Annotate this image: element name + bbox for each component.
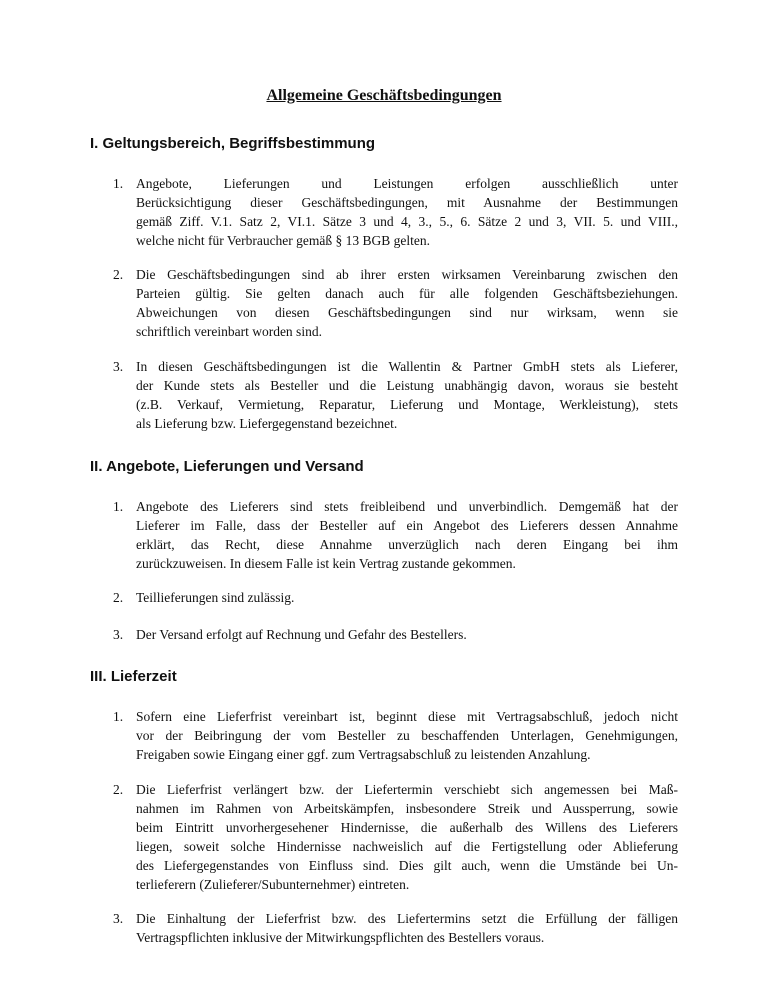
text-line: erklärt, das Recht, diese Annahme unverzüglich nach deren Eingang bei ihm — [136, 537, 678, 552]
item-text — [136, 357, 678, 433]
text-line: gemäß Ziff. V.1. Satz 2, VI.1. Sätze 3 und 4, 3., 5., 6. Sätze 2 und 3, VII. 5. und VIII., — [136, 214, 678, 229]
item-number: 3. — [113, 911, 124, 926]
item-number: 1. — [113, 709, 124, 724]
section-heading-geltungsbereich: I. Geltungsbereich, Begriffsbestimmung — [90, 135, 376, 152]
text-line: Die Einhaltung der Lieferfrist bzw. des Liefertermins setzt die Erfüllung der fälligen — [136, 911, 678, 926]
item-number: 3. — [113, 359, 124, 374]
list-item — [113, 909, 678, 947]
text-line: als Lieferung bzw. Liefergegenstand bezeichnet. — [136, 416, 398, 431]
list-item — [113, 357, 678, 433]
item-number: 1. — [113, 499, 124, 514]
item-text — [136, 707, 678, 764]
text-line: welche nicht für Verbraucher gemäß § 13 BGB gelten. — [136, 233, 431, 248]
text-line: Berücksichtigung dieser Geschäftsbedingungen, mit Ausnahme der Bestimmungen — [136, 195, 678, 210]
item-number: 1. — [113, 176, 124, 191]
text-line: Angebote des Lieferers sind stets freibleibend und unverbindlich. Demgemäß hat der — [136, 499, 678, 514]
text-line: Sofern eine Lieferfrist vereinbart ist, beginnt diese mit Vertragsabschluß, jedoch nicht — [136, 709, 678, 724]
text-line: zurückzuweisen. In diesem Falle ist kein Vertrag zustande gekommen. — [136, 556, 516, 571]
item-number: 2. — [113, 782, 124, 797]
list-item — [113, 174, 678, 250]
list-item — [113, 707, 678, 764]
text-line: Teillieferungen sind zulässig. — [136, 590, 295, 605]
item-text — [136, 909, 678, 947]
section-heading-lieferzeit: III. Lieferzeit — [90, 668, 177, 685]
item-number: 2. — [113, 267, 124, 282]
text-line: Die Geschäftsbedingungen sind ab ihrer ersten wirksamen Vereinbarung zwischen den — [136, 267, 678, 282]
text-line: Die Lieferfrist verlängert bzw. der Liefertermin verschiebt sich angemessen bei Maß- — [136, 782, 678, 797]
text-line: terlieferern (Zulieferer/Subunternehmer) eintreten. — [136, 877, 410, 892]
text-line: (z.B. Verkauf, Vermietung, Reparatur, Lieferung und Montage, Werkleistung), stets — [136, 397, 678, 412]
list-item — [113, 625, 678, 644]
document-title: Allgemeine Geschäftsbedingungen — [266, 87, 502, 104]
text-line: Lieferer im Falle, dass der Besteller auf ein Angebot des Lieferers dessen Annahme — [136, 518, 678, 533]
item-text — [136, 265, 678, 341]
item-text — [136, 780, 678, 894]
list-item — [113, 780, 678, 894]
text-line: vor der Beibringung der vom Besteller zu beschaffenden Unterlagen, Genehmigungen, — [136, 728, 678, 743]
text-line: Angebote, Lieferungen und Leistungen erfolgen ausschließlich unter — [136, 176, 678, 191]
text-line: liegen, soweit solche Hindernisse nachweislich auf die Fertigstellung oder Ablieferung — [136, 839, 678, 854]
text-line: Freigaben sowie Eingang einer ggf. zum Vertragsabschluß zu leistenden Anzahlung. — [136, 747, 591, 762]
text-line: Der Versand erfolgt auf Rechnung und Gefahr des Bestellers. — [136, 627, 467, 642]
text-line: nahmen im Rahmen von Arbeitskämpfen, insbesondere Streik und Aussperrung, sowie — [136, 801, 678, 816]
item-number: 3. — [113, 627, 124, 642]
text-line: In diesen Geschäftsbedingungen ist die Wallentin & Partner GmbH stets als Lieferer, — [136, 359, 678, 374]
item-text — [136, 497, 678, 573]
item-text — [136, 625, 678, 644]
text-line: Vertragspflichten inklusive der Mitwirkungspflichten des Bestellers voraus. — [136, 930, 545, 945]
text-line: der Kunde stets als Besteller und die Leistung unabhängig davon, woraus sie besteht — [136, 378, 678, 393]
item-number: 2. — [113, 590, 124, 605]
list-item — [113, 497, 678, 573]
text-line: beim Eintritt unvorhergesehener Hindernisse, die außerhalb des Willens des Lieferers — [136, 820, 678, 835]
text-line: schriftlich vereinbart worden sind. — [136, 324, 322, 339]
item-text — [136, 588, 678, 607]
list-item — [113, 588, 678, 607]
text-line: des Liefergegenstandes von Einfluss sind. Dies gilt auch, wenn die Umstände bei Un- — [136, 858, 678, 873]
section-heading-angebote: II. Angebote, Lieferungen und Versand — [90, 458, 364, 475]
text-line: Abweichungen von diesen Geschäftsbedingungen sind nur wirksam, wenn sie — [136, 305, 678, 320]
list-item — [113, 265, 678, 341]
text-line: Parteien gültig. Sie gelten danach auch für alle folgenden Geschäftsbeziehungen. — [136, 286, 678, 301]
item-text — [136, 174, 678, 250]
